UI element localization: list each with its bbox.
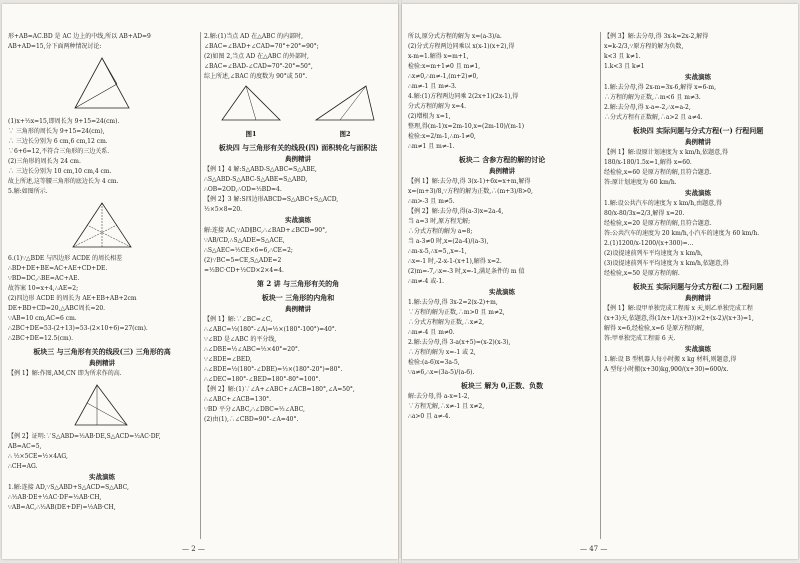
text-line: ∴分式方程解为正数,∴x≠2, <box>408 319 485 326</box>
text-line: (1)x+½x=15,即周长为 9+15=24(cm). <box>8 118 120 125</box>
text-line: (2)∵BC=5=CE,S△ADE=2 <box>204 257 282 264</box>
text-line: 经检验,x=20 是原方程的解,且符合题意. <box>604 220 712 227</box>
subsection-title: 典例精讲 <box>685 138 711 146</box>
text-line: ∴分式方程的解为 a=8; <box>408 228 473 235</box>
text-line: 分式方程的解为 x=4. <box>408 103 467 110</box>
text-line: ∴∠ABC=½(180°-∠A)=½×(180°-100°)=40°. <box>204 326 337 333</box>
text-line: ∴ ½×5CE=½×4AG, <box>8 453 68 460</box>
text-line: 【例 1】解:设原计划速度为 x km/h,依题意,得 <box>604 149 728 156</box>
text-line: ∴2BC+DE=53-(2+13)=53-(2×10+6)=27(cm). <box>8 325 148 332</box>
text-line: 故上所述,这等腰三角形的底边长为 4 cm. <box>8 178 119 185</box>
text-line: (2)如图 2,当点 AD 在△ABC 的外部时, <box>204 53 309 60</box>
text-line: 6.(1)∵△BDE 与四边形 ACDE 的周长相差 <box>8 255 123 262</box>
text-line: DE+BD+CD=20,△ABC周长=20. <box>8 305 106 312</box>
text-line: (2)由(1),∴∠CBD=90°-∠A=40°. <box>204 416 299 423</box>
text-line: ∵BD 平分∠ABC,∴∠DBC=½∠ABC, <box>204 406 305 413</box>
text-line: x-m=1.解得 x=m+1, <box>408 53 469 60</box>
altitude-figure <box>67 381 137 429</box>
text-line: ∴S△ABD-S△ABC-S△ABE=S△ABD, <box>204 176 308 183</box>
figure-1 <box>216 82 286 139</box>
subsection-title: 实战演练 <box>685 345 711 353</box>
text-line: ∴CH=AG. <box>8 463 38 470</box>
text-line: (2)m=-7,∴x=-3 时,x=-1,满足条件的 m 值 <box>408 268 525 275</box>
text-line: 1.解:设公共汽车的速度为 x km/h,由题意,得 <box>604 200 722 207</box>
text-line: 【例 1】4 解:S△ABD-S△ABC=S△ABE, <box>204 166 317 173</box>
text-line: ∴a>0 且 a≠-4. <box>408 413 451 420</box>
text-line: 180/x-180/1.5x=1,解得 x=60. <box>604 159 692 166</box>
text-line: ∴x=-1 时,-2-x-1-(x+1),解得 x=2. <box>408 258 502 265</box>
subsection-title: 实战演练 <box>285 216 311 224</box>
figure-2 <box>310 82 380 139</box>
text-line: ∴2BC+DE=12.5(cm). <box>8 335 73 342</box>
text-line: ∴∠BDE=½(180°-∠DBE)=½×(180°-20°)=80°. <box>204 366 343 373</box>
text-line: ∴½AB·DE+½AC·DF=½AB·CH, <box>8 494 102 501</box>
figure-caption: 图1 <box>245 130 257 138</box>
text-line: ∴m≠-1 且 m≠-3. <box>408 83 457 90</box>
section-title: 板块五 实际问题与分式方程(二) 工程问题 <box>632 282 764 291</box>
text-line: 1.解:连接 AD,∵S△ABD+S△ACD=S△ABC, <box>8 484 129 491</box>
text-line: AB+AD=15,分下面两种情况讨论: <box>8 43 102 50</box>
column-divider <box>600 32 601 539</box>
text-line: 5.解:如图所示. <box>8 188 48 195</box>
text-line: (x+3)天,依题意,得(1/x+1/(x+3))×2+(x-2)/(x+3)=1, <box>604 315 754 322</box>
text-line: A 型每小时搬(x+30)kg,900/(x+30)=600/x. <box>604 366 729 373</box>
text-line: 答:公共汽车的速度为 20 km/h,小汽车的速度为 60 km/h. <box>604 230 760 237</box>
text-line: 当 a=3 时,原方程无解; <box>408 218 471 225</box>
text-line: 2.解:去分母,得 x-a=-2,∴x=a-2, <box>604 104 691 111</box>
text-line: ∵∠BD 是∠ABC 的平分线, <box>204 336 277 343</box>
text-line: 答:原计划速度为 60 km/h. <box>604 179 677 186</box>
text-line: 【例 1】解:作图,AM,CN 即为所求作的高. <box>8 370 122 377</box>
text-line: ∴OB=2OD,∴OD=½BD=4. <box>204 186 282 193</box>
text-line: ∵BD=DC,∴BE=AC+AE. <box>8 275 80 282</box>
page-number: — 47 — <box>580 545 608 553</box>
text-line: 【例 1】解:设甲单独完成工程需 x 天,则乙单独完成工程 <box>604 305 753 312</box>
text-line: ∠BAC=∠BAD-∠CAD=70°-20°=50°, <box>204 63 313 70</box>
text-line: ∵方程无解,∴x≠-1 且 x≠2, <box>408 403 485 410</box>
text-line: 当 a-3≠0 时,x=(2a-4)/(a-3), <box>408 238 489 245</box>
text-line: (2)设提速前列车平均速度为 x km/h, <box>604 250 703 257</box>
text-line: (2)分式方程两边同乘以 x(x-1)(x+2),得 <box>408 43 515 50</box>
triangle-medians-figure <box>67 199 137 251</box>
text-line: 4.解:(1)方程两边同乘 2(2x+1)(2x-1),得 <box>408 93 519 100</box>
text-line: 【例 3】解:去分母,得 3x-k=2x-2,解得 <box>604 33 709 40</box>
left-column-1 <box>8 32 196 539</box>
subsection-title: 典例精讲 <box>89 359 115 367</box>
text-line: =½BC·CD+½CD×2×4=4. <box>204 267 284 274</box>
text-line: ∴ 三边长分别为 6 cm,6 cm,12 cm. <box>8 138 108 145</box>
text-line: (2)四边形 ACDE 的周长为 AE+EB+AB+2cm <box>8 295 137 302</box>
text-line: 整理,得(m-1)x=2m-10,x=(2m-10)/(m-1) <box>408 123 525 130</box>
subsection-title: 实战演练 <box>89 473 115 481</box>
section-title: 第 2 讲 与三角形有关的角 <box>256 279 340 288</box>
text-line: 80/x-80/3x=2/3,解得 x=20. <box>604 210 685 217</box>
text-line: ∵方程的解为正数,∴m>0 且 m≠2, <box>408 309 505 316</box>
subsection-title: 实战演练 <box>685 189 711 197</box>
right-page <box>402 4 798 559</box>
text-line: ∴S△AEC=½CE×6=6,∴CE=2; <box>204 247 293 254</box>
subsection-title: 实战演练 <box>685 73 711 81</box>
subsection-title: 典例精讲 <box>285 305 311 313</box>
section-title: 板块二 含参方程的解的讨论 <box>458 155 546 164</box>
triangle-figure <box>216 82 286 126</box>
text-line: ∴m>-3 且 m≠5. <box>408 198 455 205</box>
text-line: 【例 2】解:去分母,得(a-3)x=2a-4, <box>408 208 504 215</box>
subsection-title: 典例精讲 <box>285 155 311 163</box>
text-line: 所以,原分式方程的解为 x=(a-3)/a. <box>408 33 502 40</box>
text-line: 故答案 10=x+4,∴AE=2; <box>8 285 79 292</box>
text-line: ∴m≠-4 且 m≠0. <box>408 329 455 336</box>
section-title: 板块四 实际问题与分式方程(一) 行程问题 <box>632 126 764 135</box>
column-divider <box>200 32 201 539</box>
text-line: 【例 2】证明:∵S△ABD=½AB·DE,S△ACD=½AC·DF, <box>8 433 161 440</box>
text-line: 【例 2】解:(1)∵∠A+∠ABC+∠ACB=180°,∠A=50°, <box>204 386 355 393</box>
text-line: 检验:x=m+1≠0 且 m≠1, <box>408 63 481 70</box>
left-page <box>2 4 398 559</box>
text-line: ∠BAC=∠BAD+∠CAD=70°+20°=90°; <box>204 43 319 50</box>
text-line: ∵ 三角形的周长为 9+15=24(cm), <box>8 128 105 135</box>
text-line: (2)三角形的周长为 24 cm. <box>8 158 81 165</box>
text-line: AB=AC=5, <box>8 443 42 450</box>
text-line: 形+AB=AC.BD 是 AC 边上的中线,所以 AB+AD=9 <box>8 33 151 40</box>
text-line: 1.解:去分母,得 2x-m=3x-6,解得 x=6-m, <box>604 84 717 91</box>
text-line: 答:甲单独完成工程需 6 天. <box>604 335 676 342</box>
text-line: ∴BD+DE+BE=AC+AE+CD+DE. <box>8 265 108 272</box>
left-column-2 <box>204 32 392 539</box>
text-line: 解得 x=6,经检验,x=6 是原方程的解, <box>604 325 704 332</box>
section-title: 板块四 与三角形有关的线段(四) 面积转化与面积法 <box>218 143 378 152</box>
text-line: ∴∠ABC+∠ACB=130°. <box>204 396 272 403</box>
text-line: ∵AB=10 cm,AC=6 cm. <box>8 315 77 322</box>
text-line: ∴m-x-5,∴x=5,,x=-1, <box>408 248 467 255</box>
text-line: ∵∠BDE=∠BED, <box>204 356 252 363</box>
text-line: 1.k<3 且 k≠1 <box>604 63 645 70</box>
text-line: 经检验,x=60 是原方程的解,且符合题意. <box>604 169 712 176</box>
text-line: 【例 2】3 解:S四边形ABCD=S△ABC+S△ACD, <box>204 196 339 203</box>
text-line: ∵AB/CD,∴S△ADE=S△ACE, <box>204 237 285 244</box>
text-line: ½×5×8=20. <box>204 206 243 213</box>
text-line: 2.(1)1200/x-1200/(x+300)=... <box>604 240 694 247</box>
text-line: ∴m≠1 且 m≠-1. <box>408 143 455 150</box>
text-line: ∵a≠6,∴x=(3a-5)/(a-6). <box>408 369 475 376</box>
text-line: ∵6+6=12,不符合三角形的三边关系. <box>8 148 110 155</box>
text-line: 解:去分母,得 a-x=1-2, <box>408 393 470 400</box>
section-title: 板块三 解为 0,正数、负数 <box>460 381 544 390</box>
triangle-figure <box>310 82 380 126</box>
right-column-1 <box>408 32 596 539</box>
text-line: 检验:(a-6)x=3a-5, <box>408 359 460 366</box>
text-line: ∴方程的解为正数,∴m<6 且 m≠3. <box>604 94 701 101</box>
text-line: 检验:x=2/m-1,∴m-1≠0, <box>408 133 476 140</box>
text-line: x=(m+3)/8,∵方程的解为正数,∴(m+3)/8>0, <box>408 188 533 195</box>
text-line: 解:连接 AC,∵AD∥BC,∴∠BAD+∠BCD=90°, <box>204 227 328 234</box>
text-line: 【例 1】解:∵∠BC=∠C, <box>204 316 273 323</box>
subsection-title: 典例精讲 <box>685 294 711 302</box>
right-column-2 <box>604 32 792 539</box>
figure-caption: 图2 <box>339 130 351 138</box>
text-line: ∴x≠0,∴m≠-1,(m+2)≠0, <box>408 73 479 80</box>
text-line: (3)设提速前列车平均速度为 x km/h,依题意,得 <box>604 260 729 267</box>
subsection-title: 典例精讲 <box>489 167 515 175</box>
text-line: 2.解:去分母,得 3-a(x+5)=(x-2)(x-3), <box>408 339 511 346</box>
section-title: 板块一 三角形的内角和 <box>261 293 335 302</box>
text-line: ∴ 三边长分别为 10 cm,10 cm,4 cm. <box>8 168 112 175</box>
text-line: (2)增根为 x=1, <box>408 113 451 120</box>
subsection-title: 实战演练 <box>489 288 515 296</box>
text-line: ∴分式方程有正数解,∴a>2 且 a≠4. <box>604 114 703 121</box>
section-title: 板块三 与三角形有关的线段(三) 三角形的高 <box>33 347 171 356</box>
triangle-figure <box>67 54 137 114</box>
text-line: k<3 且 k≠1. <box>604 53 641 60</box>
text-line: ∴方程的解为 x=-1 或 2, <box>408 349 476 356</box>
text-line: ∴∠DEC=180°-∠BED=180°-80°=100°. <box>204 376 321 383</box>
page-number: — 2 — <box>182 545 205 553</box>
text-line: 1.解:去分母,得 3x-2=2(x-2)+m, <box>408 299 498 306</box>
text-line: x=k-2/3,∵原方程的解为负数, <box>604 43 684 50</box>
figure-pair <box>204 82 392 139</box>
text-line: 经检验,x=50 是原方程的解. <box>604 270 680 277</box>
text-line: 综上所述,∠BAC 的度数为 90°或 50°. <box>204 73 308 80</box>
text-line: 1.解:设 B 型机器人每小时搬 x kg 材料,则题意,得 <box>604 356 737 363</box>
text-line: ∴∠DBE=½∠ABC=½×40°=20°. <box>204 346 300 353</box>
text-line: ∴m≠-4 或-1. <box>408 278 445 285</box>
text-line: ∵AB=AC,∴½AB(DE+DF)=½AB·CH, <box>8 504 116 511</box>
text-line: 【例 1】解:去分母,得 3(x-1)+6x=x+m,解得 <box>408 178 531 185</box>
text-line: 2.解:(1)当点 AD 在△ABC 的内部时, <box>204 33 304 40</box>
